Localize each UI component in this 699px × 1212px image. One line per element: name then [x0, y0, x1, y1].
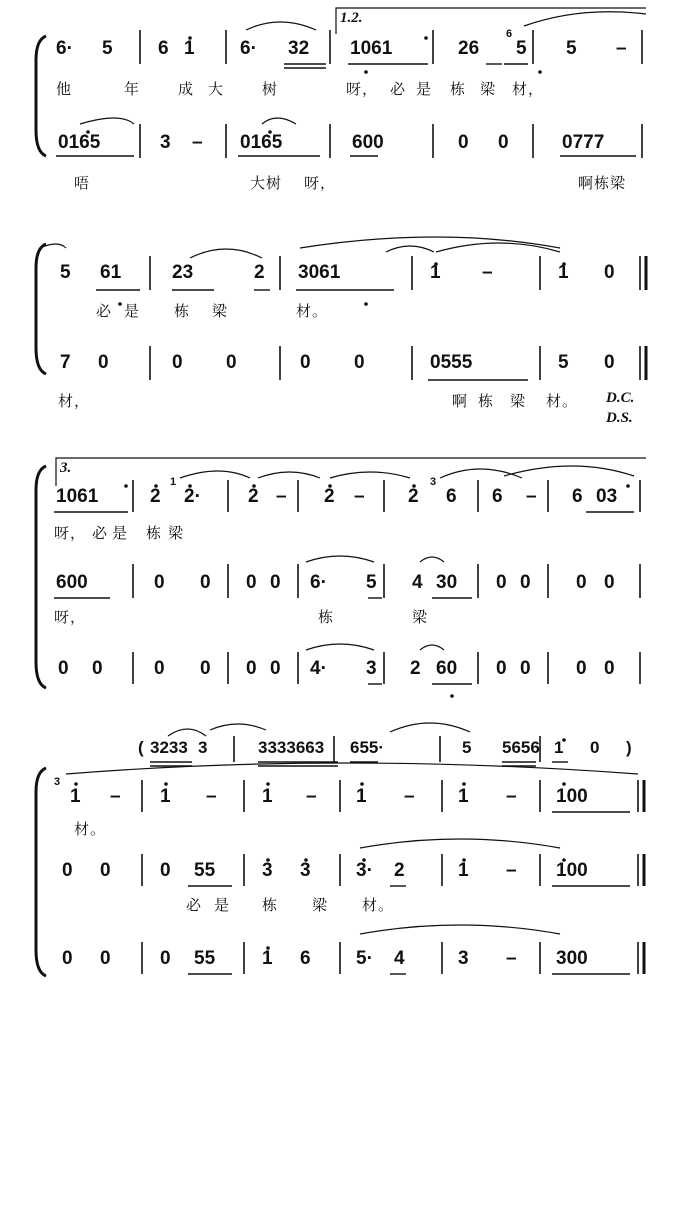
note: 03 — [596, 486, 618, 507]
note: 55 — [194, 948, 216, 969]
note: 26 — [458, 38, 480, 59]
note: 0 — [604, 658, 615, 679]
note: – — [404, 786, 415, 807]
note: 6 — [158, 38, 169, 59]
note: 5 — [102, 38, 113, 59]
system3-voice2 — [0, 572, 699, 598]
system2-voice2 — [0, 352, 699, 378]
system2-voice1 — [0, 262, 699, 288]
lyric: 树 — [262, 80, 279, 98]
note: 1 — [262, 948, 273, 969]
note: – — [506, 948, 517, 969]
note: – — [276, 486, 287, 507]
note: 2 — [408, 486, 419, 507]
lyric: 材。 — [296, 302, 329, 320]
note: 1061 — [350, 38, 393, 59]
note: 4 — [412, 572, 423, 593]
ds-mark: D.S. — [606, 410, 633, 426]
note: 0 — [100, 948, 111, 969]
lyric: 梁 — [312, 896, 329, 914]
lyric: 是 — [416, 80, 433, 98]
note: 2 — [150, 486, 161, 507]
note: 0 — [92, 658, 103, 679]
lyric: 他 — [56, 80, 73, 98]
lyric: 栋 — [450, 80, 467, 98]
note: – — [482, 262, 493, 283]
note: 30 — [436, 572, 458, 593]
note: – — [354, 486, 365, 507]
note: 0 — [160, 860, 171, 881]
note: 0 — [576, 572, 587, 593]
note: 600 — [352, 132, 384, 153]
system4-voice1 — [0, 776, 699, 812]
note: 0 — [246, 572, 257, 593]
note: 0 — [270, 572, 281, 593]
lyric: 栋 — [262, 896, 279, 914]
system3-lyrics1 — [0, 522, 699, 542]
grace-note: 1 — [170, 476, 177, 488]
note: 100 — [556, 786, 588, 807]
note: 6 — [446, 486, 457, 507]
note: 1 — [558, 262, 569, 283]
lyric: 必 — [92, 524, 109, 542]
note: 6· — [56, 38, 73, 59]
note: 5 — [366, 572, 377, 593]
system4-voice3 — [0, 948, 699, 974]
note: 0 — [62, 860, 73, 881]
note: 32 — [288, 38, 310, 59]
note: 0 — [604, 572, 615, 593]
note: 0 — [458, 132, 469, 153]
note: 2 — [324, 486, 335, 507]
note: 0 — [496, 572, 507, 593]
system4-intro — [0, 738, 699, 762]
note: 0 — [520, 572, 531, 593]
note: 6· — [310, 572, 327, 593]
note: 3 — [198, 738, 208, 757]
note: 0 — [200, 658, 211, 679]
lyric: 材。 — [74, 820, 107, 838]
lyric: 栋 — [146, 524, 163, 542]
lyric: 必 — [96, 302, 113, 320]
note: 0 — [172, 352, 183, 373]
lyric: 大 — [208, 80, 225, 98]
note: 0 — [354, 352, 365, 373]
note: ) — [626, 738, 632, 757]
note: 3 — [160, 132, 171, 153]
lyric: 材。 — [362, 896, 395, 914]
lyric: 梁 — [480, 80, 497, 98]
note: 3233 — [150, 738, 188, 757]
note: 6 — [572, 486, 583, 507]
lyric: 材， — [512, 80, 545, 98]
lyric: 是 — [112, 524, 129, 542]
note: 0777 — [562, 132, 605, 153]
note: 0 — [496, 658, 507, 679]
note: 0555 — [430, 352, 473, 373]
note: 3 — [366, 658, 377, 679]
lyric: 是 — [214, 896, 231, 914]
system4-voice2 — [0, 860, 699, 886]
note: 0 — [160, 948, 171, 969]
note: 300 — [556, 948, 588, 969]
note: 655· — [350, 738, 385, 757]
note: 0 — [62, 948, 73, 969]
note: 2 — [254, 262, 265, 283]
grace-note: 6 — [506, 28, 513, 40]
note: 4 — [394, 948, 405, 969]
system1-lyrics2 — [0, 172, 699, 192]
note: 6 — [492, 486, 503, 507]
system2-lyrics2 — [0, 390, 699, 410]
system1-lyrics1 — [0, 78, 699, 98]
note: 5· — [356, 948, 373, 969]
note: 5 — [60, 262, 71, 283]
note: 0 — [100, 860, 111, 881]
note: 0165 — [240, 132, 283, 153]
note: 2 — [410, 658, 421, 679]
lyric: 呀， — [304, 174, 337, 192]
note: 600 — [56, 572, 88, 593]
system2-lyrics1 — [0, 300, 699, 320]
note: 1 — [70, 786, 81, 807]
lyric: 大树 — [250, 174, 283, 192]
note: 60 — [436, 658, 458, 679]
note: 6· — [240, 38, 257, 59]
note: 4· — [310, 658, 327, 679]
note: 1 — [184, 38, 195, 59]
note: 100 — [556, 860, 588, 881]
system3-voice3 — [0, 658, 699, 684]
grace-note: 3 — [430, 476, 437, 488]
note: 2 — [394, 860, 405, 881]
note: – — [506, 860, 517, 881]
system1-voice1 — [0, 28, 699, 64]
lyric: 梁 — [212, 302, 229, 320]
note: 2· — [184, 486, 201, 507]
grace-note: 3 — [54, 776, 61, 788]
note: 3 — [262, 860, 273, 881]
system4-lyrics2 — [0, 894, 699, 914]
note: 0 — [246, 658, 257, 679]
note: – — [192, 132, 203, 153]
volta-third-label: 3. — [60, 460, 72, 476]
volta-first-label: 1.2. — [340, 10, 363, 26]
note: 0 — [98, 352, 109, 373]
lyric: 必 — [390, 80, 407, 98]
note: 5 — [566, 38, 577, 59]
note: 5 — [516, 38, 527, 59]
note: 23 — [172, 262, 194, 283]
lyric: 呀， — [54, 608, 87, 626]
lyric: 梁 — [412, 608, 429, 626]
note: – — [506, 786, 517, 807]
lyric: 栋 — [174, 302, 191, 320]
lyric: 成 — [178, 80, 195, 98]
note: 0 — [498, 132, 509, 153]
lyric: 呀， — [54, 524, 87, 542]
lyric: 唔 — [74, 174, 91, 192]
note: 3333663 — [258, 738, 325, 757]
note: 0 — [604, 262, 615, 283]
note: 0 — [604, 352, 615, 373]
note: 0 — [58, 658, 69, 679]
note: 7 — [60, 352, 71, 373]
lyric: 啊栋梁 — [578, 174, 627, 192]
lyric: 栋 — [478, 392, 495, 410]
note: 3· — [356, 860, 373, 881]
note: 1 — [262, 786, 273, 807]
note: 0 — [300, 352, 311, 373]
system4-lyrics1 — [0, 818, 699, 838]
note: 55 — [194, 860, 216, 881]
system3-lyrics2 — [0, 606, 699, 626]
system1-voice2 — [0, 132, 699, 158]
lyric: 栋 — [318, 608, 335, 626]
note: – — [526, 486, 537, 507]
lyric: 材。 — [546, 392, 579, 410]
note: 1061 — [56, 486, 99, 507]
note: – — [616, 38, 627, 59]
note: 1 — [458, 860, 469, 881]
note: 3061 — [298, 262, 341, 283]
lyric: 年 — [124, 80, 141, 98]
lyric: 材， — [58, 392, 91, 410]
note: 6 — [300, 948, 311, 969]
lyric: 啊 — [452, 392, 469, 410]
note: 0 — [154, 572, 165, 593]
note: 3 — [300, 860, 311, 881]
note: 61 — [100, 262, 122, 283]
note: 0 — [576, 658, 587, 679]
note: – — [206, 786, 217, 807]
note: 3 — [458, 948, 469, 969]
lyric: 梁 — [510, 392, 527, 410]
note: 0 — [226, 352, 237, 373]
note: – — [110, 786, 121, 807]
note: 5 — [462, 738, 472, 757]
note: ( — [138, 738, 144, 757]
system3-voice1 — [0, 476, 699, 512]
lyric: 呀， — [346, 80, 379, 98]
note: 0 — [270, 658, 281, 679]
note: 1 — [430, 262, 441, 283]
note: 1 — [458, 786, 469, 807]
note: 0 — [200, 572, 211, 593]
note: 2 — [248, 486, 259, 507]
note: 1 — [554, 738, 564, 757]
note: – — [306, 786, 317, 807]
note: 5656 — [502, 738, 540, 757]
note: 0 — [590, 738, 600, 757]
dc-mark: D.C. — [606, 390, 635, 406]
note: 0 — [154, 658, 165, 679]
note: 0 — [520, 658, 531, 679]
note: 1 — [356, 786, 367, 807]
lyric: 梁 — [168, 524, 185, 542]
lyric: 必 — [186, 896, 203, 914]
note: 5 — [558, 352, 569, 373]
note: 1 — [160, 786, 171, 807]
lyric: 是 — [124, 302, 141, 320]
note: 0165 — [58, 132, 101, 153]
